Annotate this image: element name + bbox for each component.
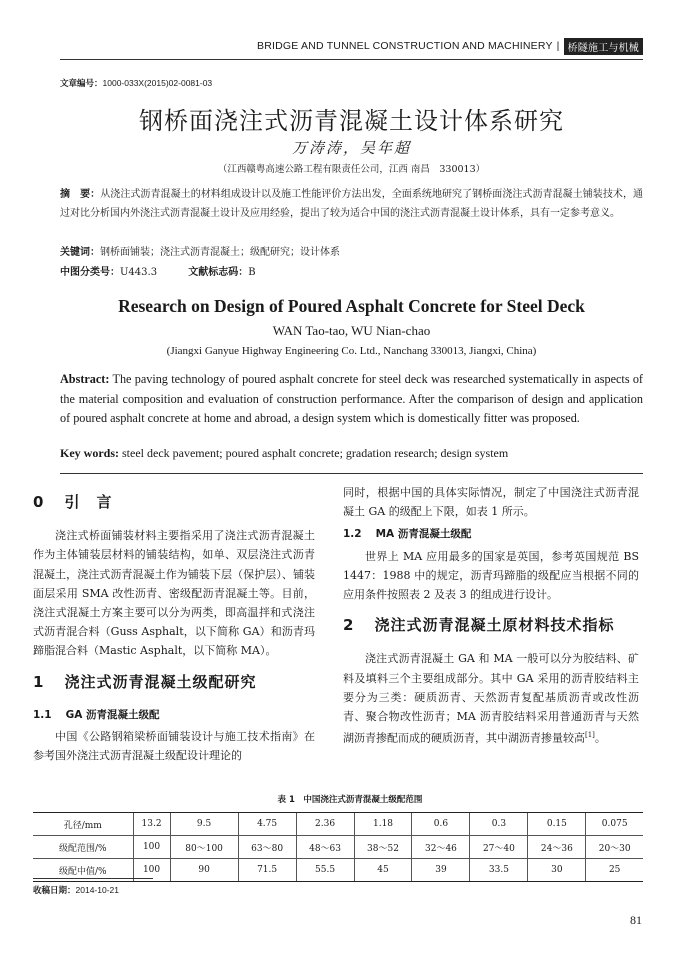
- section-1-1-heading: [33, 706, 315, 725]
- cn-keywords: [60, 243, 643, 258]
- section-0-title: 引 言: [64, 493, 113, 511]
- en-abstract: [60, 370, 643, 429]
- table-cell: 33.5: [470, 859, 528, 882]
- section-0-heading: [33, 493, 315, 512]
- en-keywords-text: steel deck pavement; poured asphalt concrete; gradation research; design system: [122, 446, 509, 460]
- section-1-1-paragraph: 中国《公路钢箱梁桥面铺装设计与施工技术指南》在参考国外浇注式沥青混凝土级配设计理论的: [33, 730, 315, 763]
- received-date: [33, 884, 119, 896]
- article-number-value: 1000-033X(2015)02-0081-03: [102, 78, 213, 88]
- section-1-2-number: 1.2: [343, 528, 362, 541]
- table-header-cell: 0.3: [470, 813, 528, 836]
- section-1-1-continued: 同时，根据中国的具体实际情况，制定了中国浇注式沥青混凝土 GA 的级配上下限，如表 1 所示。: [343, 486, 639, 519]
- table-cell: 55.5: [296, 859, 354, 882]
- table-cell: 级配中值/%: [33, 859, 133, 882]
- table-cell: 24～36: [528, 836, 586, 859]
- section-1-1-title: GA 沥青混凝土级配: [65, 708, 160, 721]
- section-1-2-paragraph: 世界上 MA 应用最多的国家是英国，参考英国规范 BS 1447：1988 中的规定，沥青玛蹄脂的级配应当根据不同的应用条件按照表 2 及表 3 的组成进行设计。: [343, 549, 639, 602]
- table-cell: 级配范围/%: [33, 836, 133, 859]
- en-abstract-text: The paving technology of poured asphalt concrete for steel deck was researched systematically in aspects of the material composition and evaluation of construction performance. After the comparison of design and application of poured asphalt concrete at home and abroad, a design system which is domestically fitter was proposed.: [60, 372, 643, 426]
- section-1-number: 1: [33, 672, 45, 691]
- table-cell: 63～80: [238, 836, 296, 859]
- citation-ref: [1]: [585, 731, 595, 740]
- en-affiliation: (Jiangxi Ganyue Highway Engineering Co. Ltd., Nanchang 330013, Jiangxi, China): [166, 345, 537, 357]
- cn-abstract-text: 从浇注式沥青混凝土的材料组成设计以及施工性能评价方法出发，全面系统地研究了钢桥面浇注式沥青混凝土铺装技术，通过对比分析国内外浇注式沥青混凝土设计及应用经验，提出了较为适合中国的浇注式沥青混凝土设计体系，具有一定参考意义。: [60, 189, 644, 219]
- cn-abstract-label: 摘 要：: [60, 189, 101, 200]
- section-1-heading: [33, 673, 315, 692]
- abstract-separator: [60, 473, 643, 474]
- table-cell: 48～63: [296, 836, 354, 859]
- table-cell: 32～46: [412, 836, 470, 859]
- footnote-rule: [33, 878, 153, 879]
- table-1: [33, 812, 643, 882]
- table-header-cell: 0.075: [586, 813, 643, 836]
- table-cell: 30: [528, 859, 586, 882]
- table-header-cell: 13.2: [133, 813, 170, 836]
- en-authors: WAN Tao-tao, WU Nian-chao: [272, 323, 431, 338]
- article-number: [60, 77, 212, 89]
- table-cell: 20～30: [586, 836, 643, 859]
- table-header-cell: 4.75: [238, 813, 296, 836]
- table-header-cell: 0.15: [528, 813, 586, 836]
- section-name: 桥隧施工与机械: [564, 38, 643, 55]
- cn-keywords-text: 钢桥面铺装；浇注式沥青混凝土；级配研究；设计体系: [100, 247, 340, 258]
- table-1-caption: 表 1 中国浇注式沥青混凝土级配范围: [277, 795, 423, 805]
- section-2-text: 浇注式沥青混凝土 GA 和 MA 一般可以分为胶结料、矿料及填料三个主要组成部分。其中 GA 采用的沥青胶结料主要分为三类：硬质沥青、天然沥青复配基质沥青或改性沥青、聚合物改性沥青；MA 沥青胶结料采用普通沥青与天然湖沥青掺配而成的硬质沥青，其中湖沥青掺量较高: [343, 652, 639, 745]
- table-cell: 39: [412, 859, 470, 882]
- cn-authors: 万涛涛，吴年超: [291, 139, 411, 157]
- table-header-row: [33, 813, 643, 836]
- section-1-1-number: 1.1: [33, 708, 52, 721]
- table-cell: 80～100: [170, 836, 238, 859]
- section-2-paragraph: [343, 649, 639, 748]
- section-1-title: 浇注式沥青混凝土级配研究: [64, 672, 257, 691]
- section-2-title: 浇注式沥青混凝土原材料技术指标: [374, 616, 615, 635]
- section-1-2-title: MA 沥青混凝土级配: [375, 528, 472, 541]
- table-row: [33, 836, 643, 859]
- cn-classification: [60, 263, 284, 278]
- page-number: 81: [630, 913, 642, 927]
- journal-name: BRIDGE AND TUNNEL CONSTRUCTION AND MACHINERY: [257, 40, 553, 52]
- running-head: [257, 38, 643, 54]
- cn-keywords-label: 关键词：: [60, 247, 100, 258]
- section-0-number: 0: [33, 493, 45, 511]
- cn-abstract: [60, 186, 643, 223]
- table-cell: 90: [170, 859, 238, 882]
- en-abstract-label: Abstract:: [60, 372, 110, 386]
- class-label: 中图分类号：: [60, 267, 120, 278]
- section-2-number: 2: [343, 616, 355, 635]
- en-keywords: [60, 446, 643, 461]
- table-cell: 25: [586, 859, 643, 882]
- table-header-cell: 2.36: [296, 813, 354, 836]
- section-2-end: 。: [594, 731, 606, 745]
- table-cell: 100: [133, 859, 170, 882]
- table-cell: 71.5: [238, 859, 296, 882]
- header-rule: [60, 59, 643, 60]
- right-column: [343, 483, 639, 748]
- table-cell: 100: [133, 836, 170, 859]
- doc-code-label: 文献标志码：: [188, 267, 249, 278]
- table-header-cell: 1.18: [354, 813, 412, 836]
- cn-title: 钢桥面浇注式沥青混凝土设计体系研究: [139, 107, 564, 135]
- en-title: Research on Design of Poured Asphalt Concrete for Steel Deck: [118, 296, 585, 316]
- class-value: U443.3: [120, 267, 158, 278]
- table-header-cell: 孔径/mm: [33, 813, 133, 836]
- running-head-separator: |: [556, 40, 560, 52]
- table-cell: 45: [354, 859, 412, 882]
- table-header-cell: 9.5: [170, 813, 238, 836]
- cn-affiliation: （江西赣粤高速公路工程有限责任公司，江西 南昌 330013）: [217, 164, 486, 175]
- section-1-2-heading: [343, 525, 639, 544]
- article-number-label: 文章编号：: [60, 78, 103, 88]
- table-cell: 27～40: [470, 836, 528, 859]
- section-2-heading: [343, 616, 639, 635]
- table-header-cell: 0.6: [412, 813, 470, 836]
- table-cell: 38～52: [354, 836, 412, 859]
- section-0-paragraph: 浇注式桥面铺装材料主要指采用了浇注式沥青混凝土作为主体铺装层材料的铺装结构，如单、双层浇注式沥青混凝土，浇注式沥青混凝土作为铺装下层（保护层）、铺装面层采用 SMA 改性沥青、密级配沥青混凝土等。目前，浇注式混凝土方案主要可以分为两类，即高温拌和式浇注式沥青混合料（Guss Asphalt，以下简称 GA）和沥青玛蹄脂混合料（Mastic Asphalt，以下简称 MA）。: [33, 529, 315, 658]
- received-date-value: 2014-10-21: [75, 885, 119, 895]
- en-keywords-label: Key words:: [60, 446, 119, 460]
- doc-code-value: B: [248, 267, 256, 278]
- left-column: [33, 483, 315, 765]
- received-date-label: 收稿日期：: [33, 885, 76, 895]
